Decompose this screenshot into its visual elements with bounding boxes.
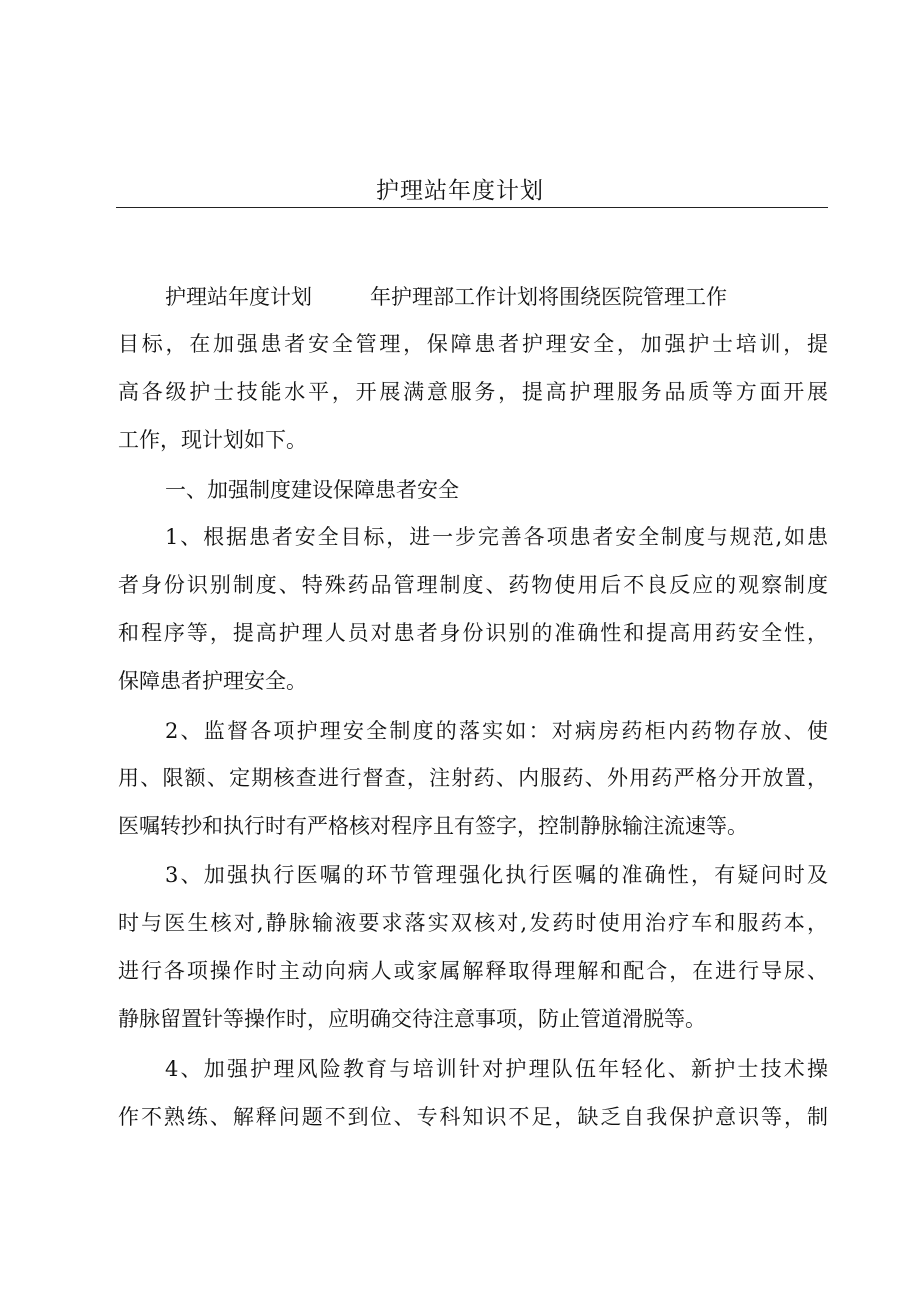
intro-heading-ref: 护理站年度计划 <box>165 285 312 309</box>
intro-line-1 <box>165 282 828 312</box>
intro-line-1-text: 年护理部工作计划将围绕医院管理工作 <box>370 285 727 309</box>
item-3-line-2: 时与医生核对,静脉输液要求落实双核对,发药时使用治疗车和服药本， <box>118 911 828 935</box>
item-4-line-2: 作不熟练、解释问题不到位、专科知识不足，缺乏自我保护意识等，制 <box>118 1105 828 1129</box>
item-3-line-3: 进行各项操作时主动向病人或家属解释取得理解和配合，在进行导尿、 <box>118 959 828 983</box>
item-3-line-4: 静脉留置针等操作时，应明确交待注意事项，防止管道滑脱等。 <box>118 1007 706 1031</box>
title-underline <box>116 207 828 208</box>
item-1-line-2: 者身份识别制度、特殊药品管理制度、药物使用后不良反应的观察制度 <box>118 573 828 597</box>
item-2-line-2: 用、限额、定期核查进行督查，注射药、内服药、外用药严格分开放置， <box>118 766 828 790</box>
item-2-line-1: 2、监督各项护理安全制度的落实如：对病房药柜内药物存放、使 <box>165 719 828 743</box>
item-1-line-1: 1、根据患者安全目标，进一步完善各项患者安全制度与规范,如患 <box>165 525 828 549</box>
intro-line-4: 工作，现计划如下。 <box>118 428 307 452</box>
item-3-line-1: 3、加强执行医嘱的环节管理强化执行医嘱的准确性，有疑问时及 <box>165 863 828 887</box>
intro-line-3: 高各级护士技能水平，开展满意服务，提高护理服务品质等方面开展 <box>118 380 828 404</box>
item-2-line-3: 医嘱转抄和执行时有严格核对程序且有签字，控制静脉输注流速等。 <box>118 814 748 838</box>
section-1-heading: 一、加强制度建设保障患者安全 <box>165 478 459 502</box>
intro-line-2: 目标，在加强患者安全管理，保障患者护理安全，加强护士培训，提 <box>118 332 828 356</box>
item-1-line-4: 保障患者护理安全。 <box>118 669 307 693</box>
item-1-line-3: 和程序等，提高护理人员对患者身份识别的准确性和提高用药安全性， <box>118 621 828 645</box>
item-4-line-1: 4、加强护理风险教育与培训针对护理队伍年轻化、新护士技术操 <box>165 1057 828 1081</box>
page-title: 护理站年度计划 <box>376 178 544 204</box>
